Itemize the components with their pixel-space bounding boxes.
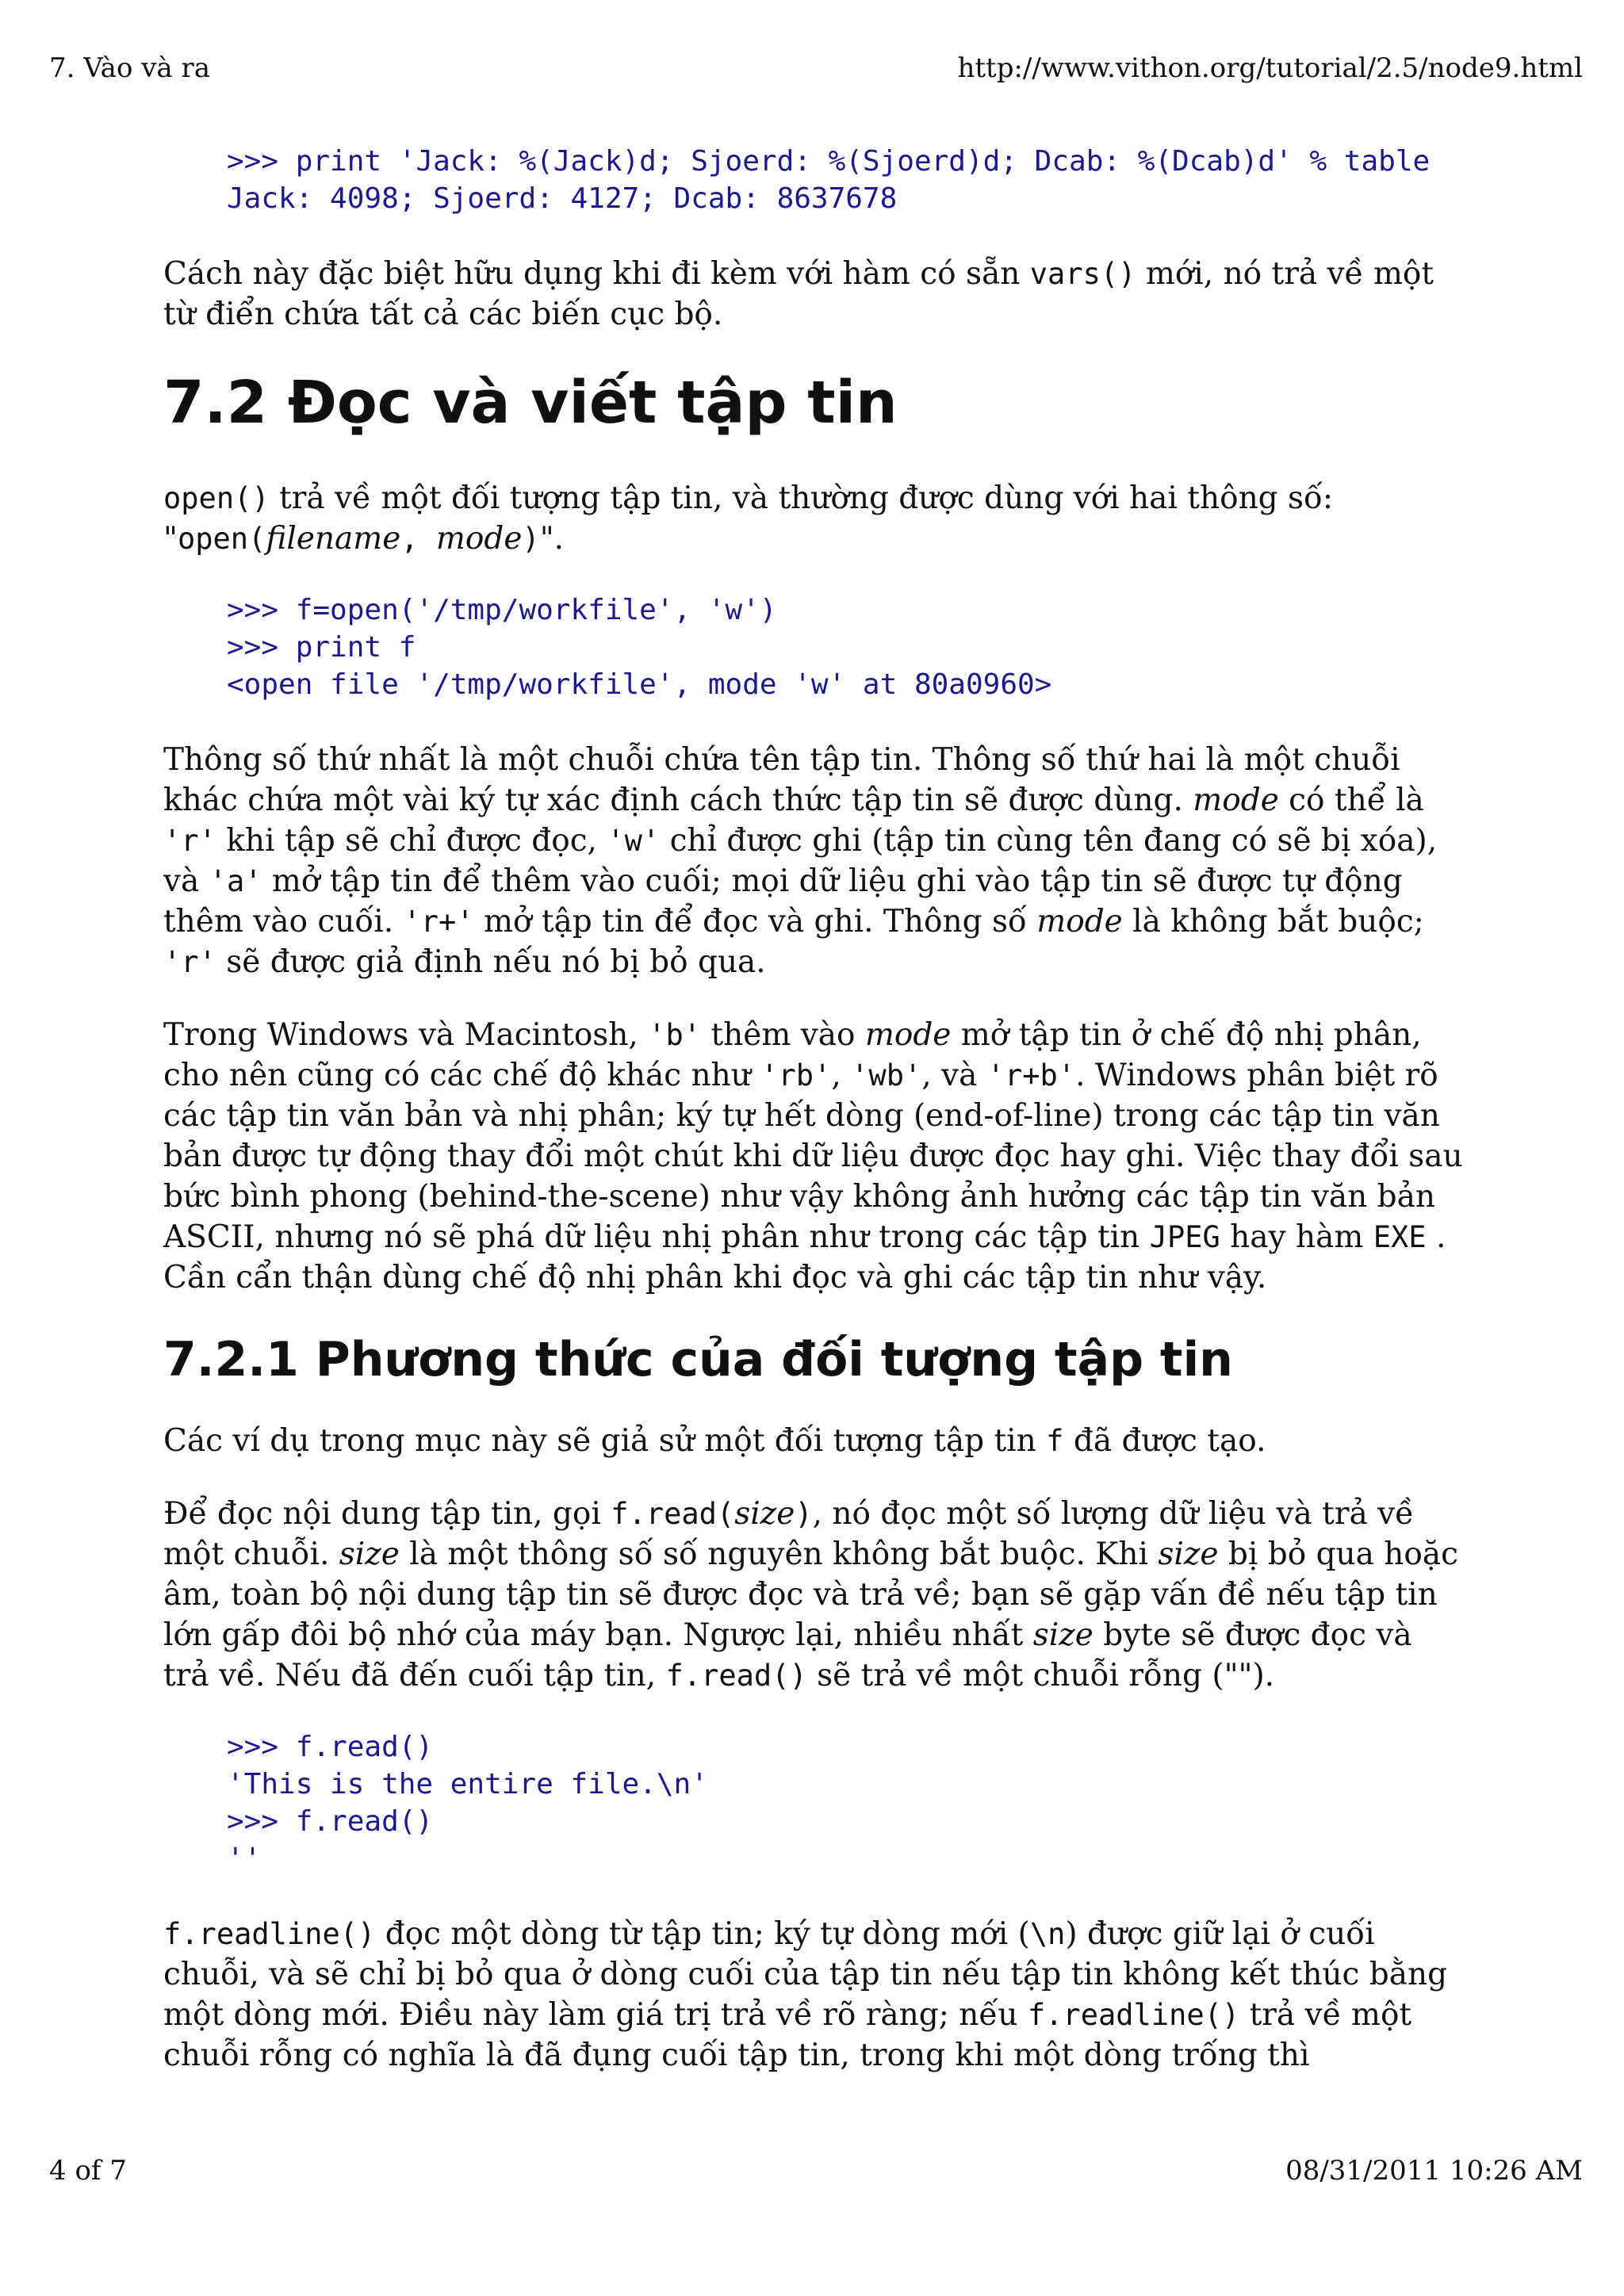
paragraph-open: open() trả về một đối tượng tập tin, và thường được dùng với hai thông số: "open(filename, mode)". (163, 480, 1334, 557)
section-heading-7-2: 7.2 Đọc và viết tập tin (163, 369, 898, 437)
code-block-read: >>> f.read() 'This is the entire file.\n' >>> f.read() '' (227, 1731, 708, 1875)
paragraph-readline: f.readline() đọc một dòng từ tập tin; ký tự dòng mới (\n) được giữ lại ở cuối chuỗi, và sẽ chỉ bị bỏ qua ở dòng cuối của tập tin nếu tập tin không kết thúc bằng một dòng mới. Điều này làm giá trị trả về rõ ràng; nếu f.readline() trả về một chuỗi rỗng có nghĩa là đã đụng cuối tập tin, trong khi một dòng trống thì (163, 1916, 1448, 2073)
page-footer-page-number: 4 of 7 (49, 2155, 127, 2187)
paragraph-binary-mode: Trong Windows và Macintosh, 'b' thêm vào mode mở tập tin ở chế độ nhị phân, cho nên cũng có các chế độ khác như 'rb', 'wb', và 'r+b'. Windows phân biệt rõ các tập tin văn bản và nhị phân; ký tự hết dòng (end-of-line) trong các tập tin văn bản được tự động thay đổi một chút khi dữ liệu được đọc hay ghi. Việc thay đổi sau bức bình phong (behind-the-scene) như vậy không ảnh hưởng các tập tin văn bản ASCII, nhưng nó sẽ phá dữ liệu nhị phân như trong các tập tin JPEG hay hàm EXE . Cần cẩn thận dùng chế độ nhị phân khi đọc và ghi các tập tin như vậy. (163, 1017, 1463, 1295)
code-block-table-format: >>> print 'Jack: %(Jack)d; Sjoerd: %(Sjoerd)d; Dcab: %(Dcab)d' % table Jack: 4098; Sjoerd: 4127; Dcab: 8637678 (227, 145, 1431, 215)
paragraph-read: Để đọc nội dung tập tin, gọi f.read(size), nó đọc một số lượng dữ liệu và trả về một chuỗi. size là một thông số số nguyên không bắt buộc. Khi size bị bỏ qua hoặc âm, toàn bộ nội dung tập tin sẽ được đọc và trả về; bạn sẽ gặp vấn đề nếu tập tin lớn gấp đôi bộ nhớ của máy bạn. Ngược lại, nhiều nhất size byte sẽ được đọc và trả về. Nếu đã đến cuối tập tin, f.read() sẽ trả về một chuỗi rỗng (""). (163, 1496, 1458, 1693)
paragraph-file-object: Các ví dụ trong mục này sẽ giả sử một đối tượng tập tin f đã được tạo. (163, 1423, 1266, 1459)
page-header-url: http://www.vithon.org/tutorial/2.5/node9.html (957, 52, 1583, 84)
section-heading-7-2-1: 7.2.1 Phương thức của đối tượng tập tin (163, 1332, 1233, 1387)
document-body (163, 143, 1464, 2108)
page-footer-timestamp: 08/31/2011 10:26 AM (1285, 2155, 1583, 2187)
page-header-title: 7. Vào và ra (49, 52, 211, 84)
paragraph-mode: Thông số thứ nhất là một chuỗi chứa tên tập tin. Thông số thứ hai là một chuỗi khác chứa một vài ký tự xác định cách thức tập tin sẽ được dùng. mode có thể là 'r' khi tập sẽ chỉ được đọc, 'w' chỉ được ghi (tập tin cùng tên đang có sẽ bị xóa), và 'a' mở tập tin để thêm vào cuối; mọi dữ liệu ghi vào tập tin sẽ được tự động thêm vào cuối. 'r+' mở tập tin để đọc và ghi. Thông số mode là không bắt buộc; 'r' sẽ được giả định nếu nó bị bỏ qua. (163, 742, 1438, 980)
code-block-open-file: >>> f=open('/tmp/workfile', 'w') >>> print f <open file '/tmp/workfile', mode 'w' at 80a0960> (227, 594, 1052, 701)
paragraph-vars: Cách này đặc biệt hữu dụng khi đi kèm với hàm có sẵn vars() mới, nó trả về một từ điển chứa tất cả các biến cục bộ. (163, 256, 1434, 332)
